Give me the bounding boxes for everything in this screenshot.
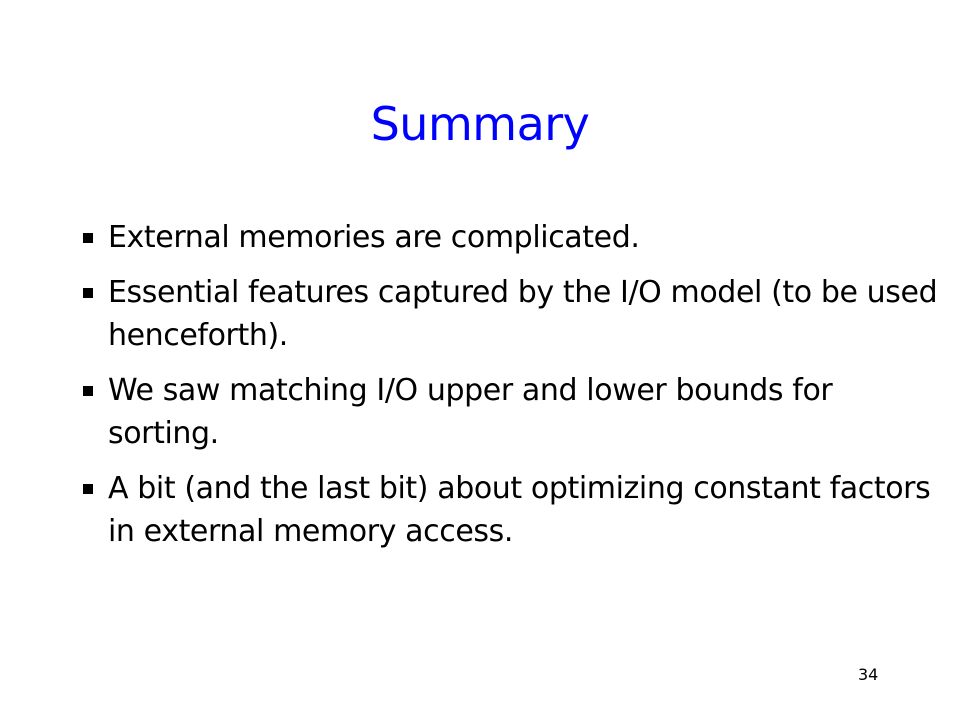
bullet-item [78,467,938,553]
bullet-item [78,216,938,259]
square-bullet-icon [83,233,93,243]
bullet-item [78,271,938,357]
square-bullet-icon [83,484,93,494]
bullet-text: We saw matching I/O upper and lower bounds for sorting. [108,373,833,451]
square-bullet-icon [83,386,93,396]
bullet-text: External memories are complicated. [108,220,640,255]
bullet-text: Essential features captured by the I/O model (to be used henceforth). [108,275,938,353]
page-number: 34 [858,665,879,684]
slide-title: Summary [370,97,590,151]
bullet-item [78,369,938,455]
bullet-text: A bit (and the last bit) about optimizing constant factors in external memory access. [108,471,931,549]
square-bullet-icon [83,288,93,298]
bullet-list [78,216,938,565]
